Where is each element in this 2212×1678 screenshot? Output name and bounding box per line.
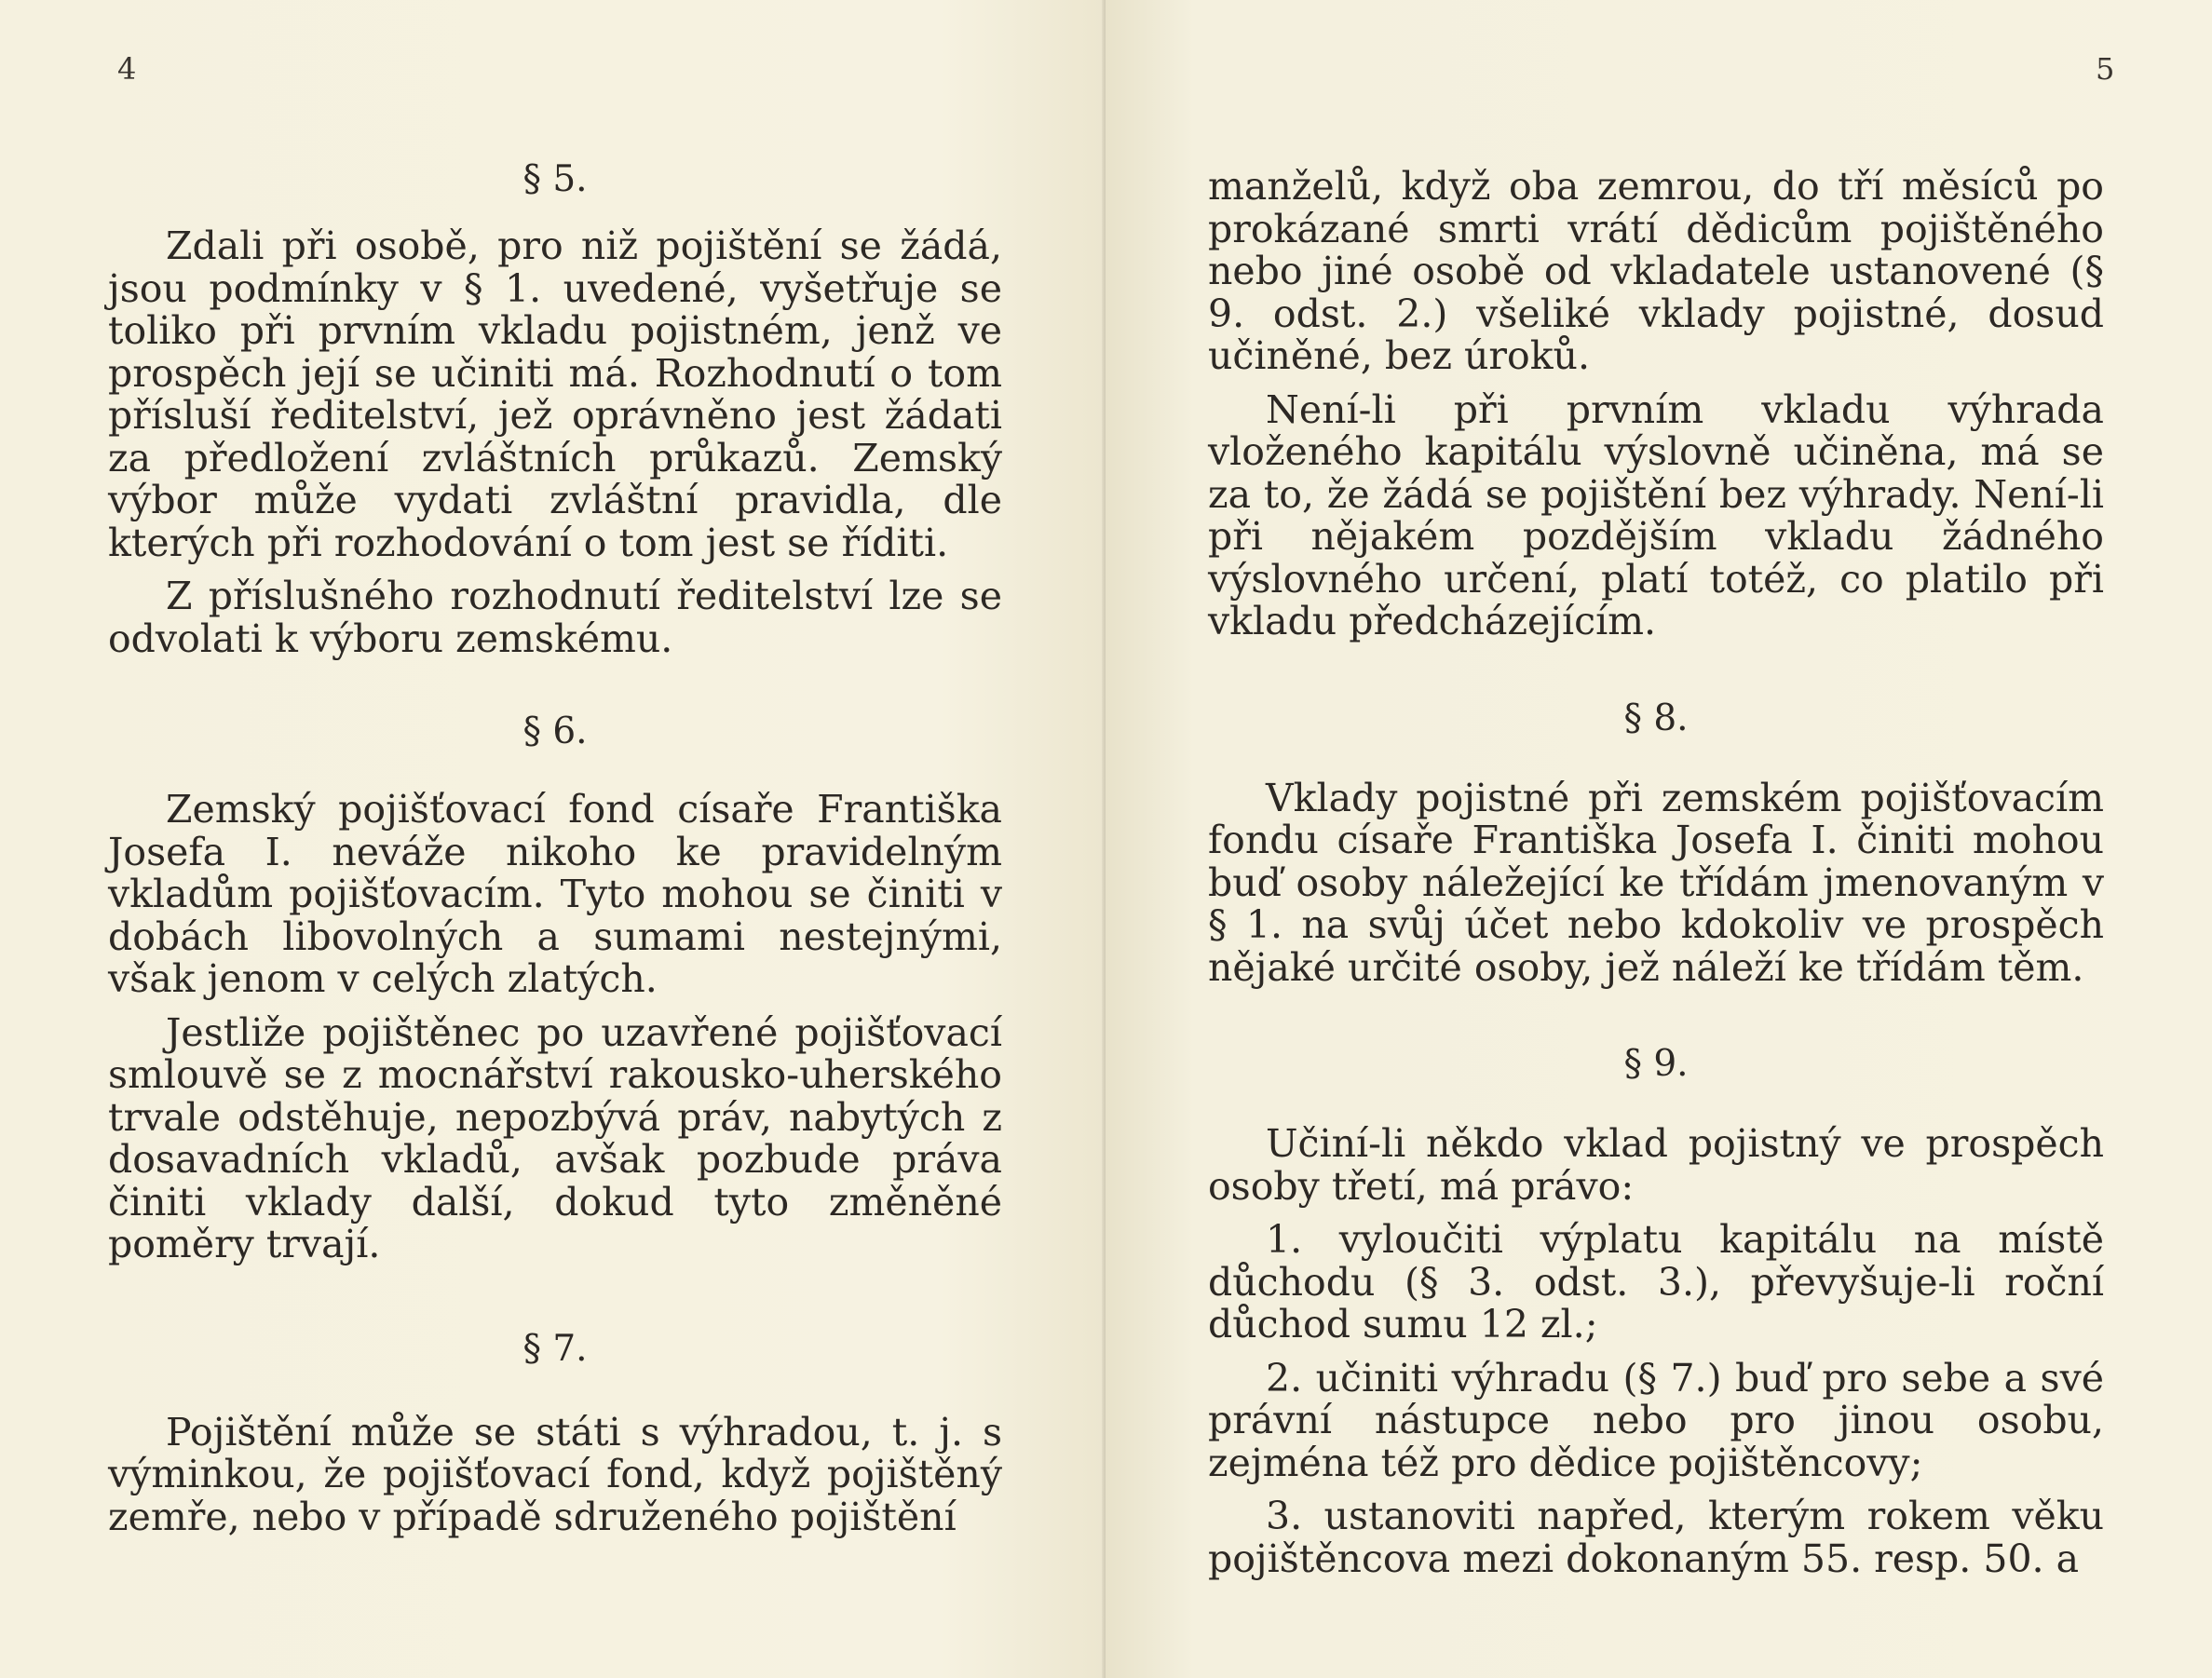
section-8-paragraph-1: Vklady pojistné při zemském pojišťovacím fondu císaře Františka Josefa I. činiti mohou buď osoby náležející ke třídám jmenovaným v § 1. na svůj účet nebo kdokoliv ve prospěch nějaké určité osoby, jež náleží ke třídám těm.	[1208, 775, 2104, 990]
section-8-heading: § 8.	[1623, 697, 1689, 739]
section-5-paragraph-1: Zdali při osobě, pro niž pojištění se žádá, jsou podmínky v § 1. uvedené, vyšetřuje se toliko při prvním vkladu pojistném, jenž ve prospěch její se učiniti má. Rozhodnutí o tom přísluší ředitelství, jež oprávněno jest žádati za předložení zvláštních průkazů. Zemský výbor může vydati zvláštní pravidla, dle kterých při rozhodování o tom jest se říditi.	[108, 223, 1002, 565]
section-6-paragraph-1: Zemský pojišťovací fond císaře Františka Josefa I. neváže nikoho ke pravidelným vkladům pojišťovacím. Tyto mohou se činiti v dobách libovolných a sumami nestejnými, však jenom v celých zlatých.	[108, 787, 1002, 1001]
right-page-text	[1208, 166, 2104, 1591]
page-number-right: 5	[2096, 51, 2115, 87]
page-number-left: 4	[117, 51, 137, 87]
section-7-heading: § 7.	[522, 1327, 588, 1370]
section-6-paragraph-2: Jestliže pojištěnec po uzavřené pojišťovací smlouvě se z mocnářství rakousko-uherského trvale odstěhuje, nepozbývá práv, nabytých z dosavadních vkladů, avšak pozbude práva činiti vklady další, dokud tyto změněné poměry trvají.	[108, 1009, 1002, 1266]
section-7-paragraph-2: Není-li při prvním vkladu výhrada vloženého kapitálu výslovně učiněna, má se za to, že žádá se pojištění bez výhrady. Není-li při nějakém pozdějším vkladu žádného výslovného určení, platí totéž, co platilo při vkladu předcházejícím.	[1208, 386, 2104, 643]
section-5-paragraph-2: Z příslušného rozhodnutí ředitelství lze se odvolati k výboru zemskému.	[108, 574, 1002, 661]
section-6-heading: § 6.	[522, 710, 588, 752]
left-page-text	[108, 158, 1002, 1549]
section-9-intro: Učiní-li někdo vklad pojistný ve prospěch osoby třetí, má právo:	[1208, 1121, 2104, 1209]
section-7-paragraph-1: Pojištění může se státi s výhradou, t. j. s výminkou, že pojišťovací fond, když pojištěný zemře, nebo v případě sdruženého pojištění	[108, 1409, 1002, 1539]
right-page	[1106, 0, 2212, 1678]
section-9-item-2: 2. učiniti výhradu (§ 7.) buď pro sebe a své právní nástupce nebo pro jinou osobu, zejména též pro dědice pojištěncovy;	[1208, 1355, 2104, 1485]
section-7-continuation: manželů, když oba zemrou, do tří měsíců po prokázané smrti vrátí dědicům pojištěného nebo jiné osobě od vkladatele ustanovené (§ 9. odst. 2.) všeliké vklady pojistné, dosud učiněné, bez úroků.	[1208, 164, 2104, 378]
section-9-item-1: 1. vyloučiti výplatu kapitálu na místě důchodu (§ 3. odst. 3.), převyšuje-li roční důchod sumu 12 zl.;	[1208, 1217, 2104, 1346]
section-9-item-3: 3. ustanoviti napřed, kterým rokem věku pojištěncova mezi dokonaným 55. resp. 50. a	[1208, 1494, 2104, 1581]
section-9-heading: § 9.	[1623, 1043, 1689, 1085]
section-5-heading: § 5.	[522, 158, 588, 200]
